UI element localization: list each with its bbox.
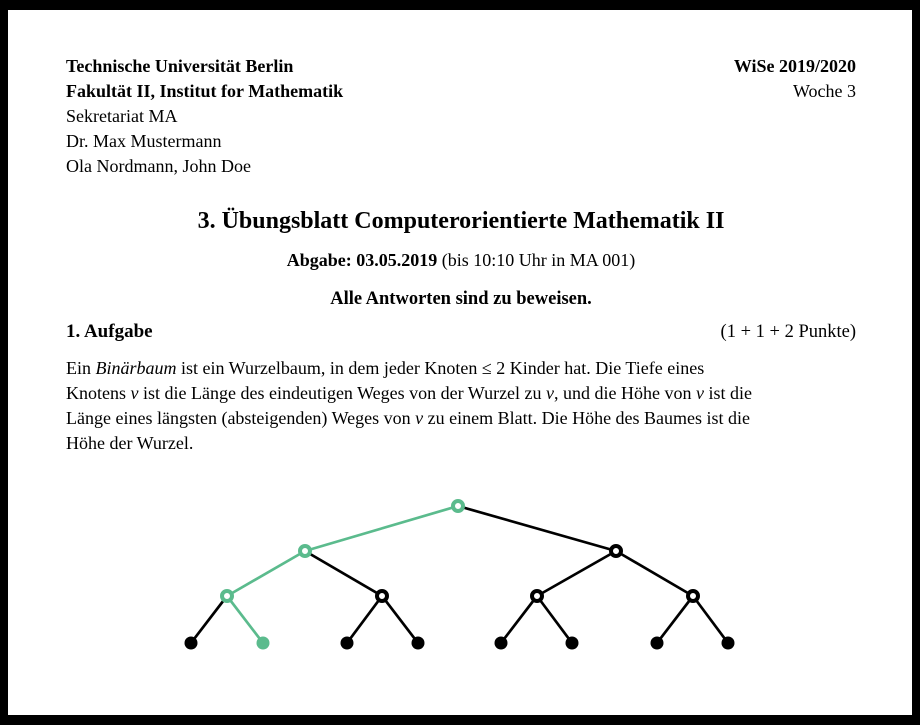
tree-edge-L-LL xyxy=(227,551,305,596)
page-content xyxy=(66,54,856,456)
exercise-label: 1. Aufgabe xyxy=(66,321,153,342)
lecturer-line: Dr. Max Mustermann xyxy=(66,131,222,151)
tree-node-LL xyxy=(222,591,232,601)
header-left-block xyxy=(66,54,343,179)
tree-edge-LR-LRb xyxy=(382,596,418,643)
tree-edge-R-RL xyxy=(537,551,616,596)
tree-edge-RL-RLb xyxy=(537,596,572,643)
math-var-v: v xyxy=(696,383,705,403)
submission-line xyxy=(66,248,856,273)
submission-date: Abgabe: 03.05.2019 xyxy=(286,250,438,270)
text-segment: , und die Höhe von xyxy=(554,383,697,403)
tree-edge-root-L xyxy=(305,506,458,551)
tree-edge-LL-LLb xyxy=(227,596,263,643)
tree-edge-LR-LRa xyxy=(347,596,382,643)
text-segment: ist die Länge des eindeutigen Weges von der Wurzel zu xyxy=(138,383,547,403)
exercise-heading-row xyxy=(66,319,856,345)
assistants-line: Ola Nordmann, John Doe xyxy=(66,156,251,176)
tree-node-RLa xyxy=(495,637,508,650)
sheet-title: 3. Übungsblatt Computerorientierte Mathematik II xyxy=(197,208,725,234)
paragraph-line xyxy=(66,356,856,381)
faculty-name: Fakultät II, Institut for Mathematik xyxy=(66,81,344,101)
text-segment: Länge eines längsten (absteigenden) Weges von xyxy=(66,408,416,428)
math-var-v: v xyxy=(130,383,139,403)
text-segment: Höhe der Wurzel. xyxy=(66,433,194,453)
math-var-v: v xyxy=(546,383,555,403)
institution-name: Technische Universität Berlin xyxy=(66,56,294,76)
proof-notice: Alle Antworten sind zu beweisen. xyxy=(330,289,592,309)
submission-details: (bis 10:10 Uhr in MA 001) xyxy=(437,250,636,270)
tree-edge-RL-RLa xyxy=(501,596,537,643)
math-var-v: v xyxy=(415,408,424,428)
tree-node-LLa xyxy=(185,637,198,650)
tree-node-L xyxy=(300,546,310,556)
document-header xyxy=(66,54,856,179)
text-segment: ist die xyxy=(704,383,753,403)
tree-node-LLb xyxy=(257,637,270,650)
tree-node-LR xyxy=(377,591,387,601)
tree-node-RRb xyxy=(722,637,735,650)
term-binaerbaum: Binärbaum xyxy=(95,358,177,378)
header-right-block xyxy=(734,54,856,179)
tree-node-LRa xyxy=(341,637,354,650)
office-line: Sekretariat MA xyxy=(66,106,178,126)
tree-edge-RR-RRb xyxy=(693,596,728,643)
paragraph-line xyxy=(66,406,856,431)
tree-node-root xyxy=(453,501,463,511)
tree-edge-RR-RRa xyxy=(657,596,693,643)
tree-node-RR xyxy=(688,591,698,601)
tree-edge-R-RR xyxy=(616,551,693,596)
tree-node-RL xyxy=(532,591,542,601)
paragraph-line xyxy=(66,381,856,406)
paragraph-line xyxy=(66,431,856,456)
tree-edge-L-LR xyxy=(305,551,382,596)
text-segment: Ein xyxy=(66,358,96,378)
tree-node-RLb xyxy=(566,637,579,650)
text-segment: ist ein Wurzelbaum, in dem jeder Knoten ≤ 2 Kinder hat. Die Tiefe eines xyxy=(176,358,705,378)
exercise-points: (1 + 1 + 2 Punkte) xyxy=(720,322,856,342)
tree-node-RRa xyxy=(651,637,664,650)
week-line: Woche 3 xyxy=(792,81,856,101)
exercise-paragraph xyxy=(66,356,856,456)
tree-node-R xyxy=(611,546,621,556)
text-segment: zu einem Blatt. Die Höhe des Baumes ist die xyxy=(423,408,751,428)
semester-line: WiSe 2019/2020 xyxy=(733,56,856,76)
tree-edge-LL-LLa xyxy=(191,596,227,643)
text-segment: Knotens xyxy=(66,383,131,403)
tree-node-LRb xyxy=(412,637,425,650)
tree-edge-root-R xyxy=(458,506,616,551)
